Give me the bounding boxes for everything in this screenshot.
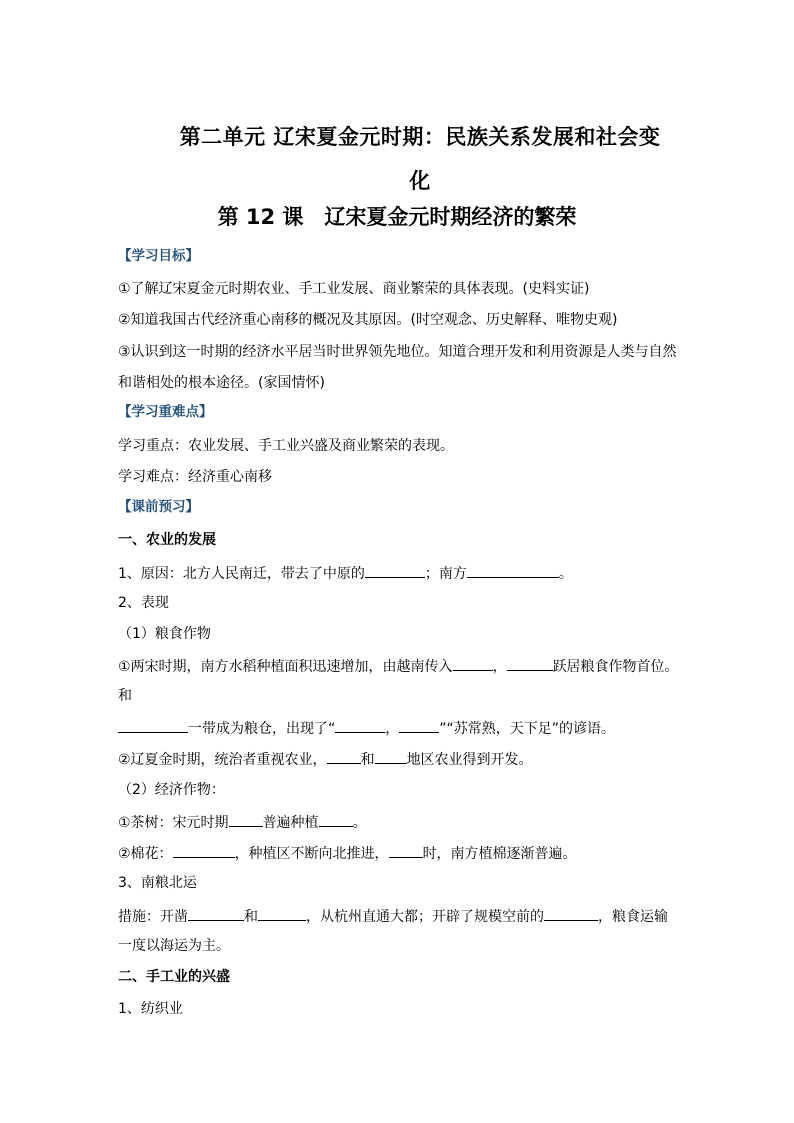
blank-field[interactable] xyxy=(389,842,423,858)
preview-header: 【课前预习】 xyxy=(118,499,199,515)
tea-text-b: 普遍种植 xyxy=(262,815,319,831)
grain1-text-b: ， xyxy=(492,659,507,675)
grain1-text-c: 跃居粮食作物首位。 xyxy=(552,659,679,675)
grain1-text-d: 和 xyxy=(118,688,132,704)
measure-text-a: 措施：开凿 xyxy=(118,909,188,925)
blank-field[interactable] xyxy=(335,717,385,733)
unit-title-line2: 化 xyxy=(409,169,431,193)
grain3-text-a: ②辽夏金时期，统治者重视农业， xyxy=(118,752,327,768)
unit-title-line1: 第二单元 辽宋夏金元时期：民族关系发展和社会变 xyxy=(179,125,661,149)
cotton-line xyxy=(118,842,694,864)
blank-field[interactable] xyxy=(365,562,425,578)
unit-title xyxy=(140,120,700,198)
focus-text: 学习重点：农业发展、手工业兴盛及商业繁荣的表现。 xyxy=(118,438,454,454)
cotton-text-c: 时，南方植棉逐渐普遍。 xyxy=(422,846,577,862)
blank-field[interactable] xyxy=(375,748,407,764)
cash-crops-title: （2）经济作物： xyxy=(118,782,225,798)
blank-field[interactable] xyxy=(258,905,306,921)
grain-title: （1）粮食作物 xyxy=(118,626,211,642)
section-agriculture-title: 一、农业的发展 xyxy=(118,532,216,548)
key-points-header: 【学习重难点】 xyxy=(118,404,213,420)
grain2-text-b: ， xyxy=(385,721,400,737)
textile-title: 1、纺织业 xyxy=(118,1001,183,1017)
measure-text-b: 和 xyxy=(244,909,258,925)
blank-field[interactable] xyxy=(507,655,553,671)
grain2-text-a: 一带成为粮仓，出现了“ xyxy=(188,721,336,737)
blank-field[interactable] xyxy=(229,811,263,827)
blank-field[interactable] xyxy=(118,717,188,733)
measure-line-2: 一度以海运为主。 xyxy=(118,938,230,954)
blank-field[interactable] xyxy=(399,717,439,733)
objectives-header: 【学习目标】 xyxy=(118,248,199,264)
measure-text-d: ，粮食运输 xyxy=(598,909,668,925)
blank-field[interactable] xyxy=(327,748,361,764)
transport-title: 3、南粮北运 xyxy=(118,875,197,891)
blank-field[interactable] xyxy=(453,655,493,671)
blank-field[interactable] xyxy=(188,905,244,921)
objective-item-3-line1: ③认识到这一时期的经济水平居当时世界领先地位。知道合理开发和利用资源是人类与自然 xyxy=(118,344,677,360)
reason-text-a: 1、原因：北方人民南迁，带去了中原的 xyxy=(118,566,365,582)
difficulty-text: 学习难点：经济重心南移 xyxy=(118,469,272,485)
tea-line xyxy=(118,811,694,833)
objective-item-3-line2: 和谐相处的根本途径。(家国情怀) xyxy=(118,375,325,391)
reason-text-c: 。 xyxy=(558,566,573,582)
tea-text-a: ①茶树：宋元时期 xyxy=(118,815,229,831)
blank-field[interactable] xyxy=(467,562,559,578)
measure-text-c: ，从杭州直通大都；开辟了规模空前的 xyxy=(306,909,544,925)
grain3-text-b: 和 xyxy=(360,752,375,768)
grain3-text-c: 地区农业得到开发。 xyxy=(406,752,533,768)
lesson-title: 第 12 课 辽宋夏金元时期经济的繁荣 xyxy=(217,205,577,229)
performance-title: 2、表现 xyxy=(118,595,169,611)
objective-item-2: ②知道我国古代经济重心南移的概况及其原因。(时空观念、历史解释、唯物史观) xyxy=(118,312,618,328)
blank-field[interactable] xyxy=(319,811,353,827)
tea-text-c: 。 xyxy=(352,815,367,831)
grain1-text-a: ①两宋时期，南方水稻种植面积迅速增加，由越南传入 xyxy=(118,659,453,675)
objective-item-1: ①了解辽宋夏金元时期农业、手工业发展、商业繁荣的具体表现。(史料实证) xyxy=(118,281,590,297)
grain-line-3 xyxy=(118,748,694,770)
grain-line-2 xyxy=(118,717,694,739)
section-handicraft-title: 二、手工业的兴盛 xyxy=(118,969,230,985)
reason-line xyxy=(118,562,694,584)
blank-field[interactable] xyxy=(173,842,235,858)
blank-field[interactable] xyxy=(544,905,598,921)
cotton-text-b: ，种植区不断向北推进， xyxy=(234,846,389,862)
cotton-text-a: ②棉花： xyxy=(118,846,173,862)
reason-text-b: ；南方 xyxy=(424,566,467,582)
grain-line-1 xyxy=(118,655,694,677)
measure-line xyxy=(118,905,694,927)
grain2-text-c: ”“苏常熟，天下足”的谚语。 xyxy=(439,721,616,737)
